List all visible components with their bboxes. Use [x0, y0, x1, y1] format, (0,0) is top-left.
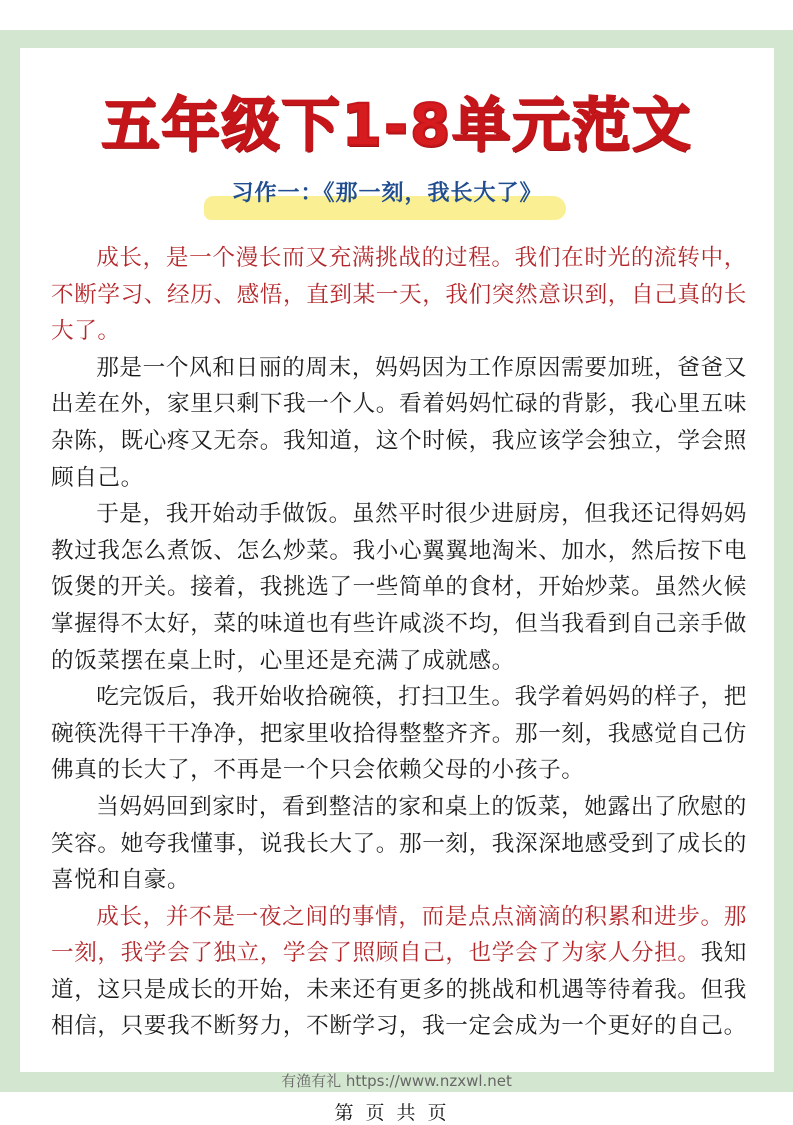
- paragraph-conclusion: [51, 899, 747, 1045]
- paragraph-intro: 成长，是一个漫长而又充满挑战的过程。我们在时光的流转中，不断学习、经历、感悟，直到某一天，我们突然意识到，自己真的长大了。: [51, 245, 747, 345]
- page-frame: [0, 30, 793, 1092]
- paragraph: 那是一个风和日丽的周末，妈妈因为工作原因需要加班，爸爸又出差在外，家里只剩下我一个人。看着妈妈忙碌的背影，我心里五味杂陈，既心疼又无奈。我知道，这个时候，我应该学会独立，学会照顾自己。: [51, 354, 747, 491]
- paragraph: 当妈妈回到家时，看到整洁的家和桌上的饭菜，她露出了欣慰的笑容。她夸我懂事，说我长大了。那一刻，我深深地感受到了成长的喜悦和自豪。: [51, 793, 747, 894]
- essay-heading: [202, 168, 592, 222]
- document-sheet: [20, 48, 774, 1072]
- essay-title: 习作一：《那一刻，我长大了》: [231, 181, 543, 206]
- conclusion-text: 我知道，这只是成长的开始，未来还有更多的挑战和机遇等待着我。但我相信，只要我不断努力，不断学习，我一定会成为一个更好的自己。: [51, 940, 747, 1040]
- paragraph: 吃完饭后，我开始收拾碗筷，打扫卫生。我学着妈妈的样子，把碗筷洗得干干净净，把家里收拾得整整齐齐。那一刻，我感觉自己仿佛真的长大了，不再是一个只会依赖父母的小孩子。: [51, 684, 747, 784]
- page-title: 五年级下1-8单元范文: [101, 91, 693, 159]
- watermark: 有渔有礼 https://www.nzxwl.net: [281, 1072, 512, 1090]
- paragraph: 于是，我开始动手做饭。虽然平时很少进厨房，但我还记得妈妈教过我怎么煮饭、怎么炒菜。我小心翼翼地淘米、加水，然后按下电饭煲的开关。接着，我挑选了一些简单的食材，开始炒菜。虽然火候掌握得不太好，菜的味道也有些许咸淡不均，但当我看到自己亲手做的饭菜摆在桌上时，心里还是充满了成就感。: [51, 501, 747, 674]
- page-number: 第页共页: [334, 1102, 459, 1124]
- conclusion-emphasis: 成长，并不是一夜之间的事情，而是点点滴滴的积累和进步。那一刻，我学会了独立，学会了照顾自己，也学会了为家人分担。: [51, 903, 747, 967]
- essay-body: [51, 240, 747, 1045]
